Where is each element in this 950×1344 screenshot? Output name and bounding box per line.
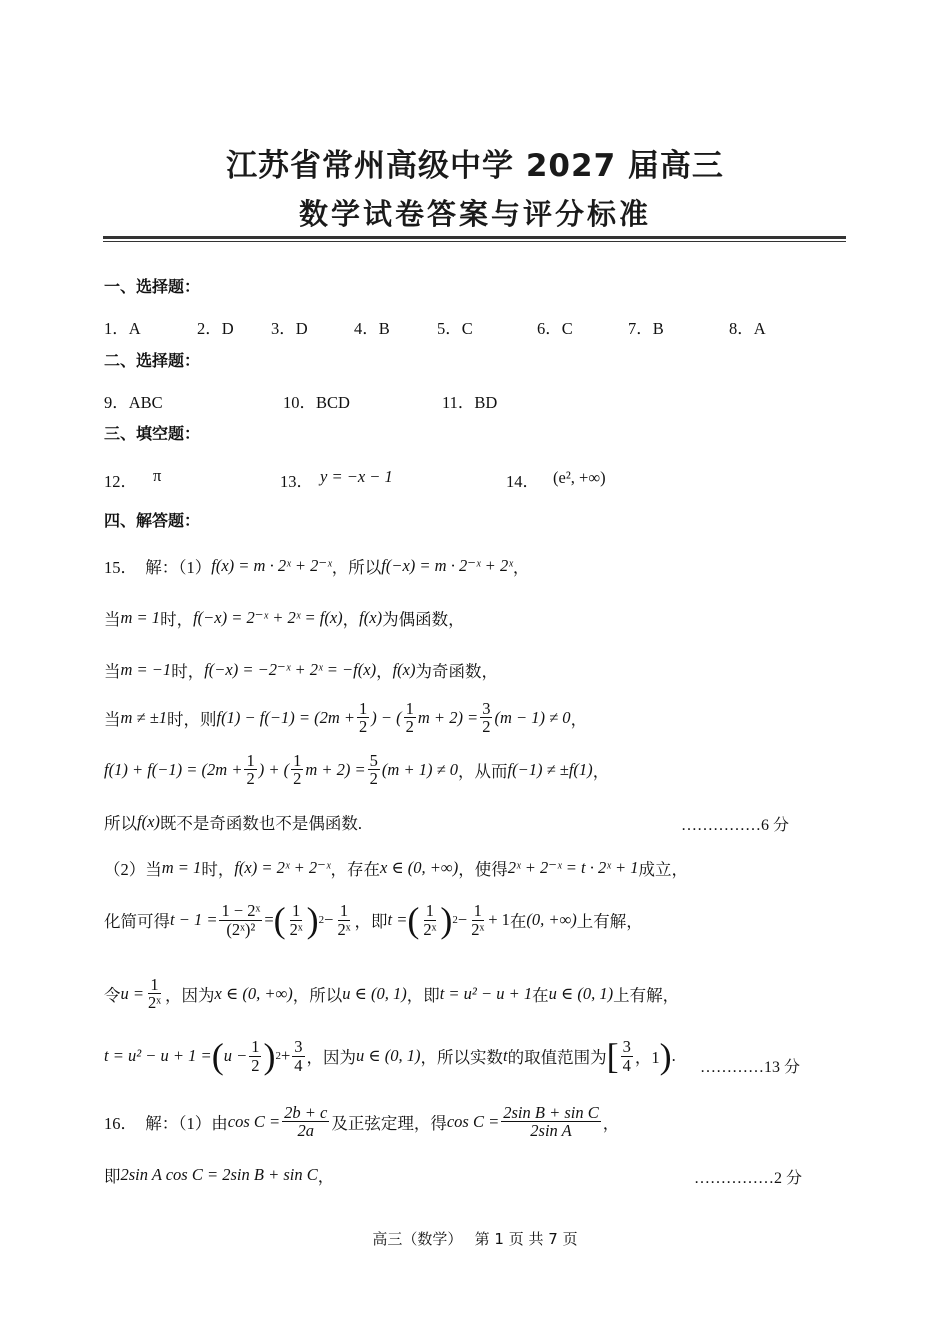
answer-q14-number: 14． bbox=[506, 472, 539, 491]
formula: cos C = bbox=[446, 1111, 500, 1131]
numerator: 1 bbox=[359, 699, 368, 718]
answer-q8: 8．A bbox=[729, 319, 766, 338]
text: ， bbox=[602, 1113, 620, 1133]
text: 当 bbox=[104, 662, 121, 681]
text: . bbox=[671, 1046, 676, 1065]
text: − bbox=[324, 910, 334, 929]
denominator: 4 bbox=[294, 1055, 303, 1075]
numerator: 3 bbox=[482, 699, 491, 718]
q15-line-9 bbox=[104, 976, 679, 1012]
answer-q3: 3．D bbox=[271, 319, 308, 338]
numerator: 3 bbox=[622, 1037, 631, 1057]
text: ，即 bbox=[354, 912, 388, 931]
formula: (m + 1) ≠ 0 bbox=[381, 759, 459, 779]
exponent: 2 bbox=[275, 1050, 281, 1062]
title-rule-thick bbox=[103, 236, 846, 239]
answer-q12: π bbox=[153, 466, 162, 485]
formula: m = −1 bbox=[120, 660, 172, 679]
formula: ，1 bbox=[634, 1048, 660, 1067]
denominator: 2 bbox=[246, 769, 255, 789]
paren: ) bbox=[263, 1036, 276, 1076]
text: 时， bbox=[201, 860, 235, 879]
text: 为偶函数， bbox=[382, 610, 465, 629]
paren: ( bbox=[273, 900, 286, 940]
formula: t = u² − u + 1 = bbox=[104, 1046, 212, 1065]
formula: f(−x) = −2⁻ˣ + 2ˣ = −f(x) bbox=[204, 660, 377, 679]
q15-line-10 bbox=[104, 1038, 676, 1074]
numerator: 1 bbox=[339, 901, 349, 921]
text: ， bbox=[342, 610, 360, 629]
text: ，因为 bbox=[165, 985, 215, 1005]
text: （2）当 bbox=[104, 860, 162, 879]
paren: ) bbox=[659, 1036, 672, 1076]
numerator: 1 bbox=[150, 975, 159, 994]
formula: m + 2) = bbox=[305, 759, 366, 779]
bracket: [ bbox=[606, 1036, 619, 1076]
denominator: 2 bbox=[482, 717, 491, 737]
section-heading-solution: 四、解答题： bbox=[104, 511, 201, 530]
text: + bbox=[280, 1046, 291, 1065]
denominator: 2 bbox=[293, 769, 302, 789]
text: 上有解， bbox=[613, 985, 680, 1005]
section-heading-multi: 二、选择题： bbox=[104, 351, 201, 370]
denominator: 2 bbox=[251, 1055, 260, 1075]
paren: ) bbox=[306, 900, 319, 940]
numerator: 1 bbox=[473, 901, 482, 921]
answer-q10: 10．BCD bbox=[283, 393, 350, 412]
formula: cos C = bbox=[227, 1111, 281, 1131]
formula: f(x) bbox=[392, 660, 416, 679]
text: 在 bbox=[509, 912, 527, 931]
denominator: 2 bbox=[359, 717, 368, 737]
denominator: 2ˣ bbox=[423, 919, 437, 939]
section-heading-choice: 一、选择题： bbox=[104, 277, 201, 296]
text: 成立， bbox=[638, 860, 688, 879]
q15-line-3 bbox=[104, 658, 498, 682]
numerator: 1 bbox=[251, 1037, 260, 1057]
text: 即 bbox=[104, 1167, 121, 1186]
q15-line-8 bbox=[104, 902, 643, 938]
text: 时，则 bbox=[167, 709, 217, 729]
answer-q7: 7．B bbox=[628, 319, 664, 338]
formula: m = 1 bbox=[161, 858, 202, 877]
formula: m + 2) = bbox=[417, 707, 479, 727]
fraction bbox=[621, 1038, 633, 1074]
formula: (m − 1) ≠ 0 bbox=[494, 707, 571, 727]
answer-q9: 9．ABC bbox=[104, 393, 163, 412]
formula: u ∈ (0, 1) bbox=[548, 983, 614, 1003]
document-title: 江苏省常州高级中学 2027 届高三 bbox=[226, 148, 724, 184]
formula: m = 1 bbox=[120, 608, 161, 627]
formula: u ∈ (0, 1) bbox=[356, 1046, 421, 1065]
denominator: 2a bbox=[297, 1121, 314, 1141]
fraction bbox=[421, 902, 438, 938]
fraction bbox=[244, 752, 256, 788]
denominator: 4 bbox=[622, 1055, 631, 1075]
fraction bbox=[368, 752, 380, 788]
paren: ) bbox=[440, 900, 453, 940]
answer-q13: y = −x − 1 bbox=[320, 467, 393, 486]
numerator: 5 bbox=[369, 751, 378, 770]
text: ， bbox=[376, 662, 393, 681]
text: 令 bbox=[104, 985, 121, 1005]
formula: 2ˣ + 2⁻ˣ = t · 2ˣ + 1 bbox=[507, 858, 639, 877]
text: 所以 bbox=[104, 814, 137, 833]
text: 既不是奇函数也不是偶函数. bbox=[159, 814, 363, 833]
formula: u = bbox=[120, 983, 145, 1003]
score-marker: ……………6 分 bbox=[681, 817, 790, 834]
formula: f(1) + f(−1) = (2m + bbox=[104, 759, 243, 779]
formula: f(1) − f(−1) = (2m + bbox=[216, 707, 356, 727]
answer-q12-number: 12． bbox=[104, 472, 137, 491]
text: 为奇函数， bbox=[415, 662, 498, 681]
fraction bbox=[357, 700, 369, 736]
fraction bbox=[404, 700, 416, 736]
fraction bbox=[501, 1104, 600, 1140]
text: + 1 bbox=[488, 910, 510, 929]
numerator: 2sin B + sin C bbox=[503, 1103, 599, 1122]
exponent: 2 bbox=[318, 914, 325, 926]
q15-line-4 bbox=[104, 700, 587, 736]
text: 的取值范围为 bbox=[507, 1048, 607, 1067]
denominator: 2ˣ bbox=[148, 993, 162, 1013]
formula: u − bbox=[223, 1046, 248, 1065]
text: ，所以 bbox=[331, 558, 382, 577]
paren: ( bbox=[407, 900, 420, 940]
formula: t − 1 = bbox=[170, 910, 218, 929]
formula: m ≠ ±1 bbox=[120, 707, 168, 727]
text: 时， bbox=[160, 610, 194, 629]
fraction bbox=[282, 1104, 329, 1140]
formula: (0, +∞) bbox=[526, 910, 577, 929]
exponent: 2 bbox=[452, 914, 458, 926]
formula: t = u² − u + 1 bbox=[439, 983, 533, 1003]
text: ， bbox=[512, 558, 530, 577]
text: ， bbox=[592, 761, 610, 781]
denominator: 2sin A bbox=[530, 1121, 572, 1141]
formula: f(−x) = m · 2⁻ˣ + 2ˣ bbox=[381, 556, 513, 575]
numerator: 1 bbox=[246, 751, 255, 770]
text: ，所以实数 bbox=[420, 1048, 503, 1067]
answer-q1: 1．A bbox=[104, 319, 141, 338]
formula: x ∈ (0, +∞) bbox=[380, 858, 459, 877]
score-marker: ……………2 分 bbox=[694, 1170, 803, 1187]
formula: ) − ( bbox=[371, 707, 402, 727]
text: ，即 bbox=[406, 985, 440, 1005]
numerator: 1 − 2ˣ bbox=[221, 901, 261, 921]
numerator: 1 bbox=[293, 751, 302, 770]
fraction bbox=[288, 902, 305, 938]
text: − bbox=[457, 910, 468, 929]
formula: u ∈ (0, 1) bbox=[342, 983, 407, 1003]
fraction bbox=[480, 700, 492, 736]
formula: x ∈ (0, +∞) bbox=[214, 983, 293, 1003]
numerator: 1 bbox=[292, 901, 301, 921]
answer-q2: 2．D bbox=[197, 319, 234, 338]
fraction bbox=[469, 902, 486, 938]
denominator: 2ˣ bbox=[289, 919, 303, 939]
formula: f(x) bbox=[137, 812, 160, 831]
section-heading-fill: 三、填空题： bbox=[104, 424, 201, 443]
fraction bbox=[146, 976, 163, 1012]
text: 及正弦定理，得 bbox=[331, 1113, 447, 1133]
text: 当 bbox=[104, 610, 121, 629]
denominator: 2 bbox=[405, 717, 414, 737]
title-rule-thin bbox=[103, 241, 846, 242]
formula: 2sin A cos C = 2sin B + sin C bbox=[120, 1165, 318, 1184]
text: ，因为 bbox=[306, 1048, 357, 1067]
numerator: 2b + c bbox=[284, 1103, 328, 1122]
fraction bbox=[335, 902, 352, 938]
formula: f(−x) = 2⁻ˣ + 2ˣ = f(x) bbox=[193, 608, 343, 627]
denominator: (2ˣ)² bbox=[226, 919, 256, 939]
answer-q14: (e², +∞) bbox=[553, 468, 606, 487]
text: 上有解， bbox=[576, 912, 643, 931]
answer-q13-number: 13． bbox=[280, 472, 313, 491]
document-subtitle: 数学试卷答案与评分标准 bbox=[298, 197, 651, 231]
q16-line-2 bbox=[104, 1163, 334, 1187]
text: ， bbox=[317, 1167, 335, 1186]
paren: ( bbox=[211, 1036, 224, 1076]
text: 时， bbox=[171, 662, 205, 681]
denominator: 2ˣ bbox=[471, 919, 485, 939]
text: 15． 解：（1） bbox=[104, 558, 212, 577]
text: ， bbox=[570, 709, 588, 729]
fraction bbox=[219, 902, 262, 938]
answer-q4: 4．B bbox=[354, 319, 390, 338]
q15-line-7 bbox=[104, 856, 688, 880]
q15-line-1 bbox=[104, 554, 529, 578]
text: ，所以 bbox=[292, 985, 343, 1005]
numerator: 3 bbox=[294, 1037, 303, 1057]
text: ，从而 bbox=[458, 761, 508, 781]
answer-q6: 6．C bbox=[537, 319, 573, 338]
text: = bbox=[264, 910, 274, 929]
formula: f(x) = m · 2ˣ + 2⁻ˣ bbox=[211, 556, 332, 575]
formula: t = bbox=[387, 910, 408, 929]
score-marker: …………13 分 bbox=[700, 1059, 801, 1076]
fraction bbox=[292, 1038, 304, 1074]
numerator: 1 bbox=[405, 699, 414, 718]
text: 在 bbox=[532, 985, 549, 1005]
denominator: 2ˣ bbox=[337, 919, 351, 939]
q16-line-1 bbox=[104, 1104, 619, 1140]
fraction bbox=[291, 752, 303, 788]
q15-line-5 bbox=[104, 752, 609, 788]
fraction bbox=[249, 1038, 261, 1074]
formula: f(x) = 2ˣ + 2⁻ˣ bbox=[234, 858, 331, 877]
formula: f(x) bbox=[359, 608, 383, 627]
answer-q5: 5．C bbox=[437, 319, 473, 338]
text: 当 bbox=[104, 709, 121, 729]
q15-line-2 bbox=[104, 606, 465, 630]
formula: f(−1) ≠ ±f(1) bbox=[507, 759, 593, 779]
q15-line-6 bbox=[104, 810, 362, 834]
formula: t bbox=[502, 1046, 508, 1065]
text: ，存在 bbox=[330, 860, 381, 879]
text: 化简可得 bbox=[104, 912, 170, 931]
formula: ) + ( bbox=[258, 759, 290, 779]
answer-q11: 11．BD bbox=[442, 393, 498, 412]
page-footer: 高三（数学） 第 1 页 共 7 页 bbox=[372, 1230, 578, 1248]
denominator: 2 bbox=[369, 769, 378, 789]
numerator: 1 bbox=[425, 901, 434, 921]
text: ，使得 bbox=[458, 860, 508, 879]
text: 16． 解：（1）由 bbox=[104, 1113, 228, 1133]
